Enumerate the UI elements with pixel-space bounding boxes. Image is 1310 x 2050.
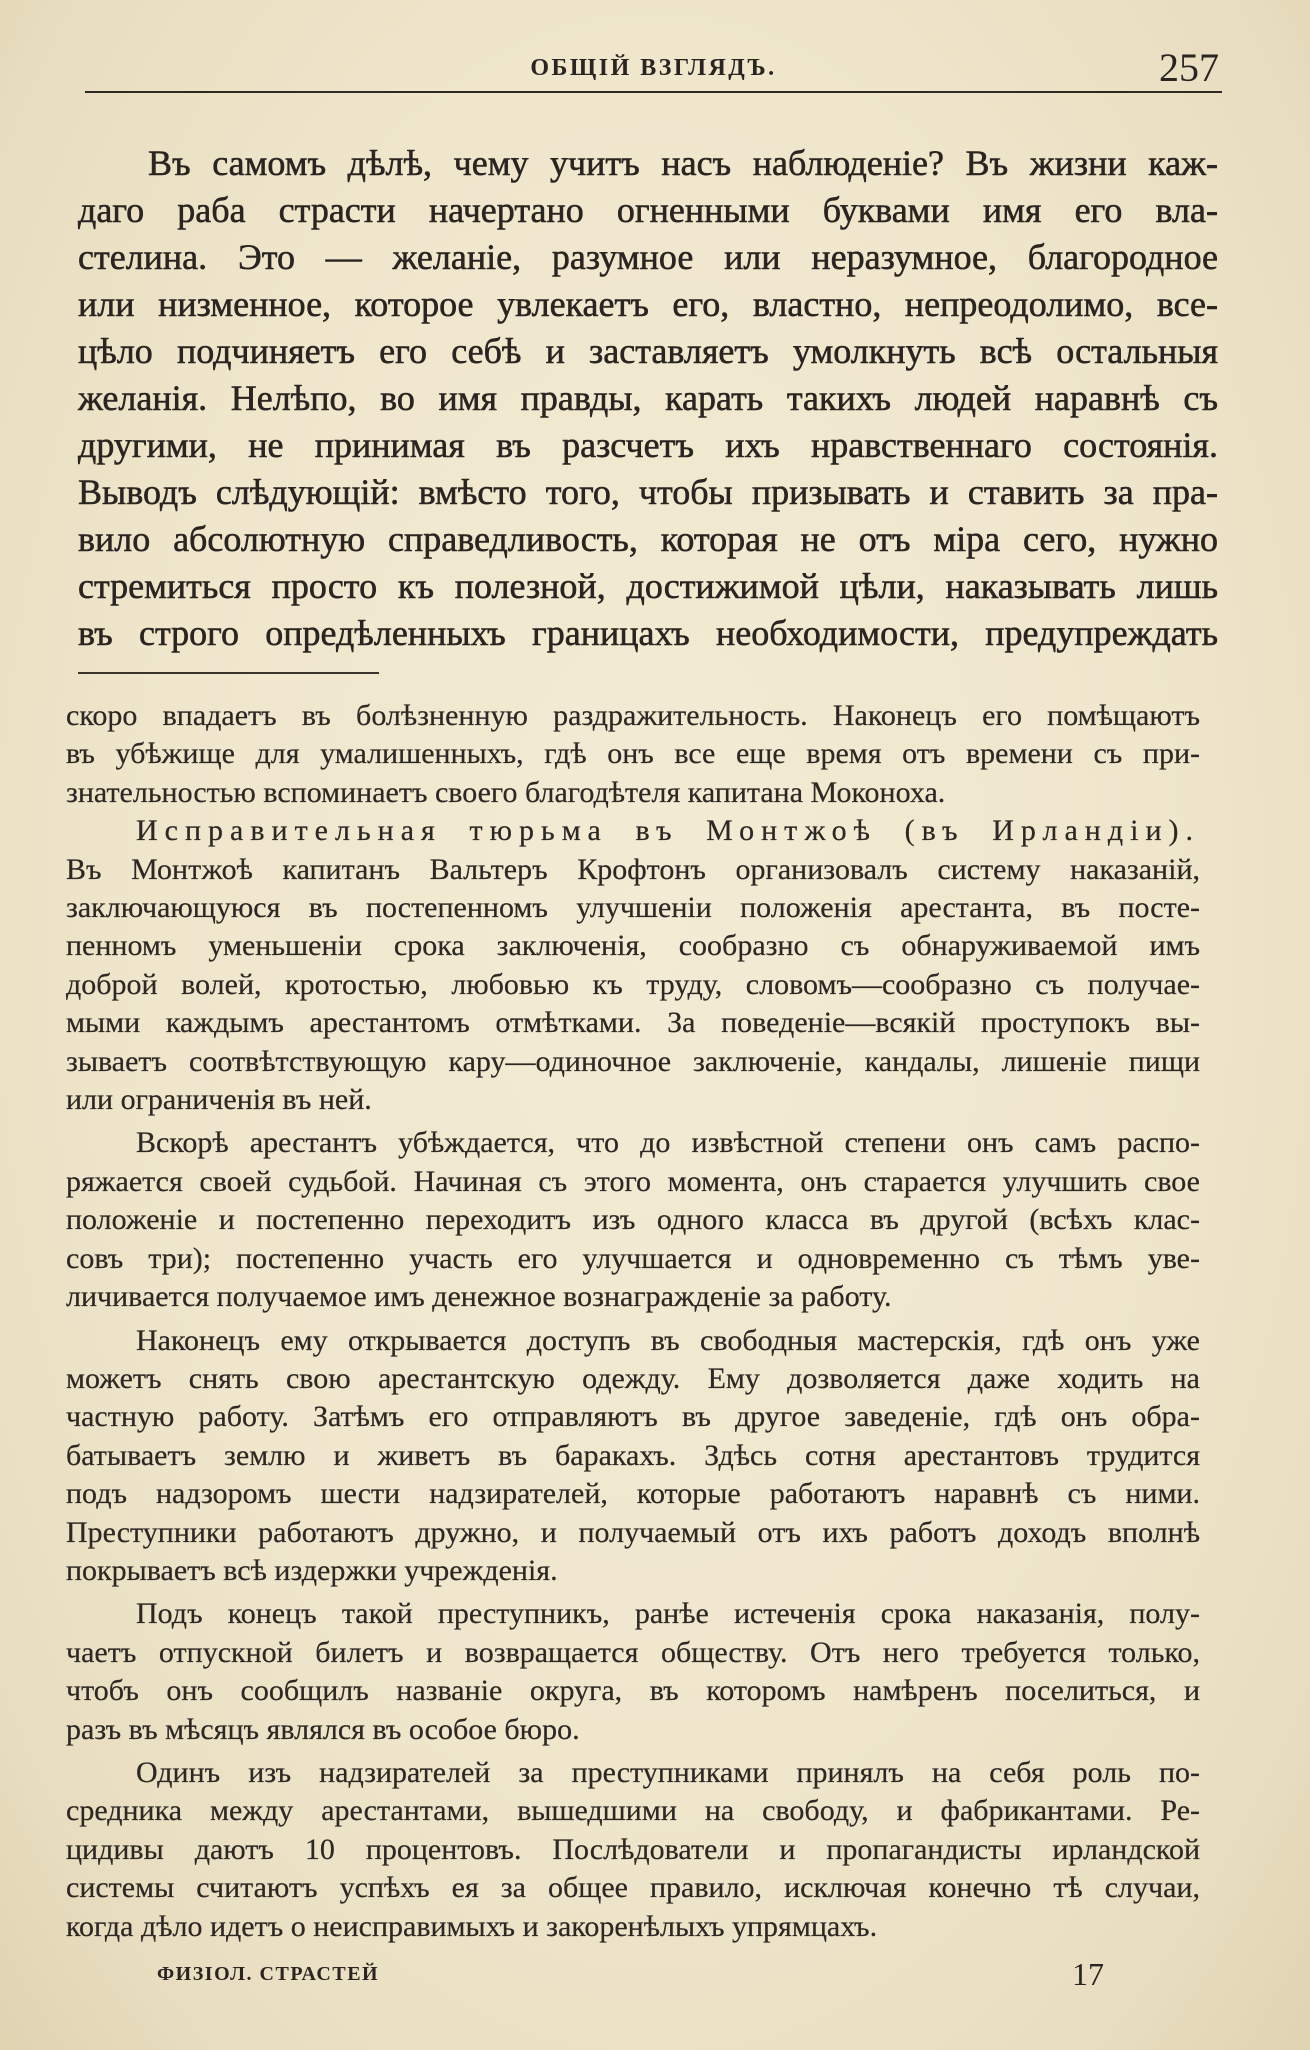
text-line: чаетъ отпускной билетъ и возвращается обществу. Отъ него требуется только, [66, 1635, 1200, 1669]
text-line: въ убѣжище для умалишенныхъ, гдѣ онъ все еще время отъ времени съ при- [66, 737, 1200, 771]
text-line: разъ въ мѣсяцъ являлся въ особое бюро. [66, 1712, 580, 1746]
body-text [78, 140, 1218, 657]
text-line: Вскорѣ арестантъ убѣждается, что до извѣстной степени онъ самъ распо- [136, 1126, 1200, 1160]
footnote-paragraph [66, 1595, 1200, 1749]
text-line: батываетъ землю и живетъ въ баракахъ. Здѣсь сотня арестантовъ трудится [66, 1438, 1200, 1472]
text-line: знательностью вспоминаетъ своего благодѣтеля капитана Моконоха. [66, 775, 946, 809]
text-line: даго раба страсти начертано огненными буквами имя его вла- [78, 190, 1218, 230]
footnotes [66, 697, 1200, 1946]
text-line: Наконецъ ему открывается доступъ въ свободныя мастерскія, гдѣ онъ уже [136, 1323, 1200, 1357]
text-line: подъ надзоромъ шести надзирателей, которые работаютъ наравнѣ съ ними. [66, 1477, 1200, 1511]
text-line: Одинъ изъ надзирателей за преступниками принялъ на себя роль по- [136, 1755, 1200, 1789]
text-line: Въ Монтжоѣ капитанъ Вальтеръ Крофтонъ организовалъ систему наказаній, [66, 852, 1200, 886]
text-line: Въ самомъ дѣлѣ, чему учитъ насъ наблюденіе? Въ жизни каж- [148, 143, 1218, 183]
text-line: доброй волей, кротостью, любовью къ труду, словомъ—сообразно съ получае- [66, 967, 1200, 1001]
running-head-title: ОБЩІЙ ВЗГЛЯДЪ. [530, 55, 777, 81]
main-paragraph [78, 140, 1218, 657]
footnote-paragraph [66, 851, 1200, 1120]
footnote-paragraph [66, 1124, 1200, 1316]
text-line: другими, не принимая въ разсчетъ ихъ нравственнаго состоянія. [78, 425, 1218, 465]
text-line: покрываетъ всѣ издержки учрежденія. [66, 1553, 558, 1587]
text-line: ряжается своей судьбой. Начиная съ этого момента, онъ старается улучшить свое [66, 1164, 1200, 1198]
footnote-paragraph [66, 1754, 1200, 1946]
text-line: цидивы даютъ 10 процентовъ. Послѣдователи и пропагандисты ирландской [66, 1832, 1200, 1866]
text-line: частную работу. Затѣмъ его отправляютъ въ другое заведеніе, гдѣ онъ обра- [66, 1400, 1200, 1434]
text-line: стелина. Это — желаніе, разумное или неразумное, благородное [78, 237, 1218, 277]
text-line: скоро впадаетъ въ болѣзненную раздражительность. Наконецъ его помѣщаютъ [66, 699, 1200, 732]
text-line: можетъ снять свою арестантскую одежду. Ему дозволяется даже ходить на [66, 1361, 1200, 1395]
text-line: Выводъ слѣдующій: вмѣсто того, чтобы призывать и ставить за пра- [78, 472, 1218, 512]
page-number: 257 [1159, 45, 1219, 90]
text-line: или низменное, которое увлекаетъ его, властно, непреодолимо, все- [78, 284, 1218, 324]
sheet-number: 17 [1072, 1956, 1104, 1992]
text-line: стремиться просто къ полезной, достижимой цѣли, наказывать лишь [78, 566, 1218, 606]
text-line: заключающуюся въ постепенномъ улучшеніи положенія арестанта, въ посте- [66, 891, 1200, 925]
text-line: зываетъ соотвѣтствующую кару—одиночное заключеніе, кандалы, лишеніе пищи [66, 1044, 1200, 1078]
text-line: личивается получаемое имъ денежное вознагражденіе за работу. [66, 1280, 892, 1314]
text-line: Подъ конецъ такой преступникъ, ранѣе истеченія срока наказанія, полу- [136, 1597, 1200, 1631]
header-rule [85, 91, 1222, 93]
text-line: системы считаютъ успѣхъ ея за общее правило, исключая конечно тѣ случаи, [66, 1871, 1200, 1905]
text-line: средника между арестантами, вышедшими на свободу, и фабрикантами. Ре- [66, 1794, 1200, 1828]
text-line: въ строго опредѣленныхъ границахъ необходимости, предупреждать [78, 613, 1218, 653]
footnote-paragraph [66, 697, 1200, 812]
text-line: Преступники работаютъ дружно, и получаемый отъ ихъ работъ доходъ вполнѣ [66, 1515, 1200, 1549]
text-line: мыми каждымъ арестантомъ отмѣтками. За поведеніе—всякій проступокъ вы- [66, 1006, 1200, 1040]
text-line: цѣло подчиняетъ его себѣ и заставляетъ умолкнуть всѣ остальныя [78, 331, 1218, 371]
signature-mark: ФИЗІОЛ. СТРАСТЕЙ [157, 1963, 380, 1985]
footnote-section-heading: Исправительная тюрьма въ Монтжоѣ (въ Ирландіи). [136, 814, 1200, 848]
running-head [85, 40, 1222, 96]
text-line: положеніе и постепенно переходитъ изъ одного класса въ другой (всѣхъ клас- [66, 1203, 1200, 1237]
footnote-paragraph [66, 1322, 1200, 1591]
text-line: совъ три); постепенно участь его улучшается и одновременно съ тѣмъ уве- [66, 1241, 1200, 1275]
text-line: или ограниченія въ ней. [66, 1083, 372, 1117]
footnote-rule [78, 672, 379, 674]
text-line: желанія. Нелѣпо, во имя правды, карать такихъ людей наравнѣ съ [78, 378, 1218, 418]
text-line: чтобъ онъ сообщилъ названіе округа, въ которомъ намѣренъ поселиться, и [66, 1674, 1200, 1708]
text-line: пенномъ уменьшеніи срока заключенія, сообразно съ обнаруживаемой имъ [66, 929, 1200, 963]
text-line: когда дѣло идетъ о неисправимыхъ и закоренѣлыхъ упрямцахъ. [66, 1909, 878, 1943]
text-line: вило абсолютную справедливость, которая не отъ міра сего, нужно [78, 519, 1218, 559]
